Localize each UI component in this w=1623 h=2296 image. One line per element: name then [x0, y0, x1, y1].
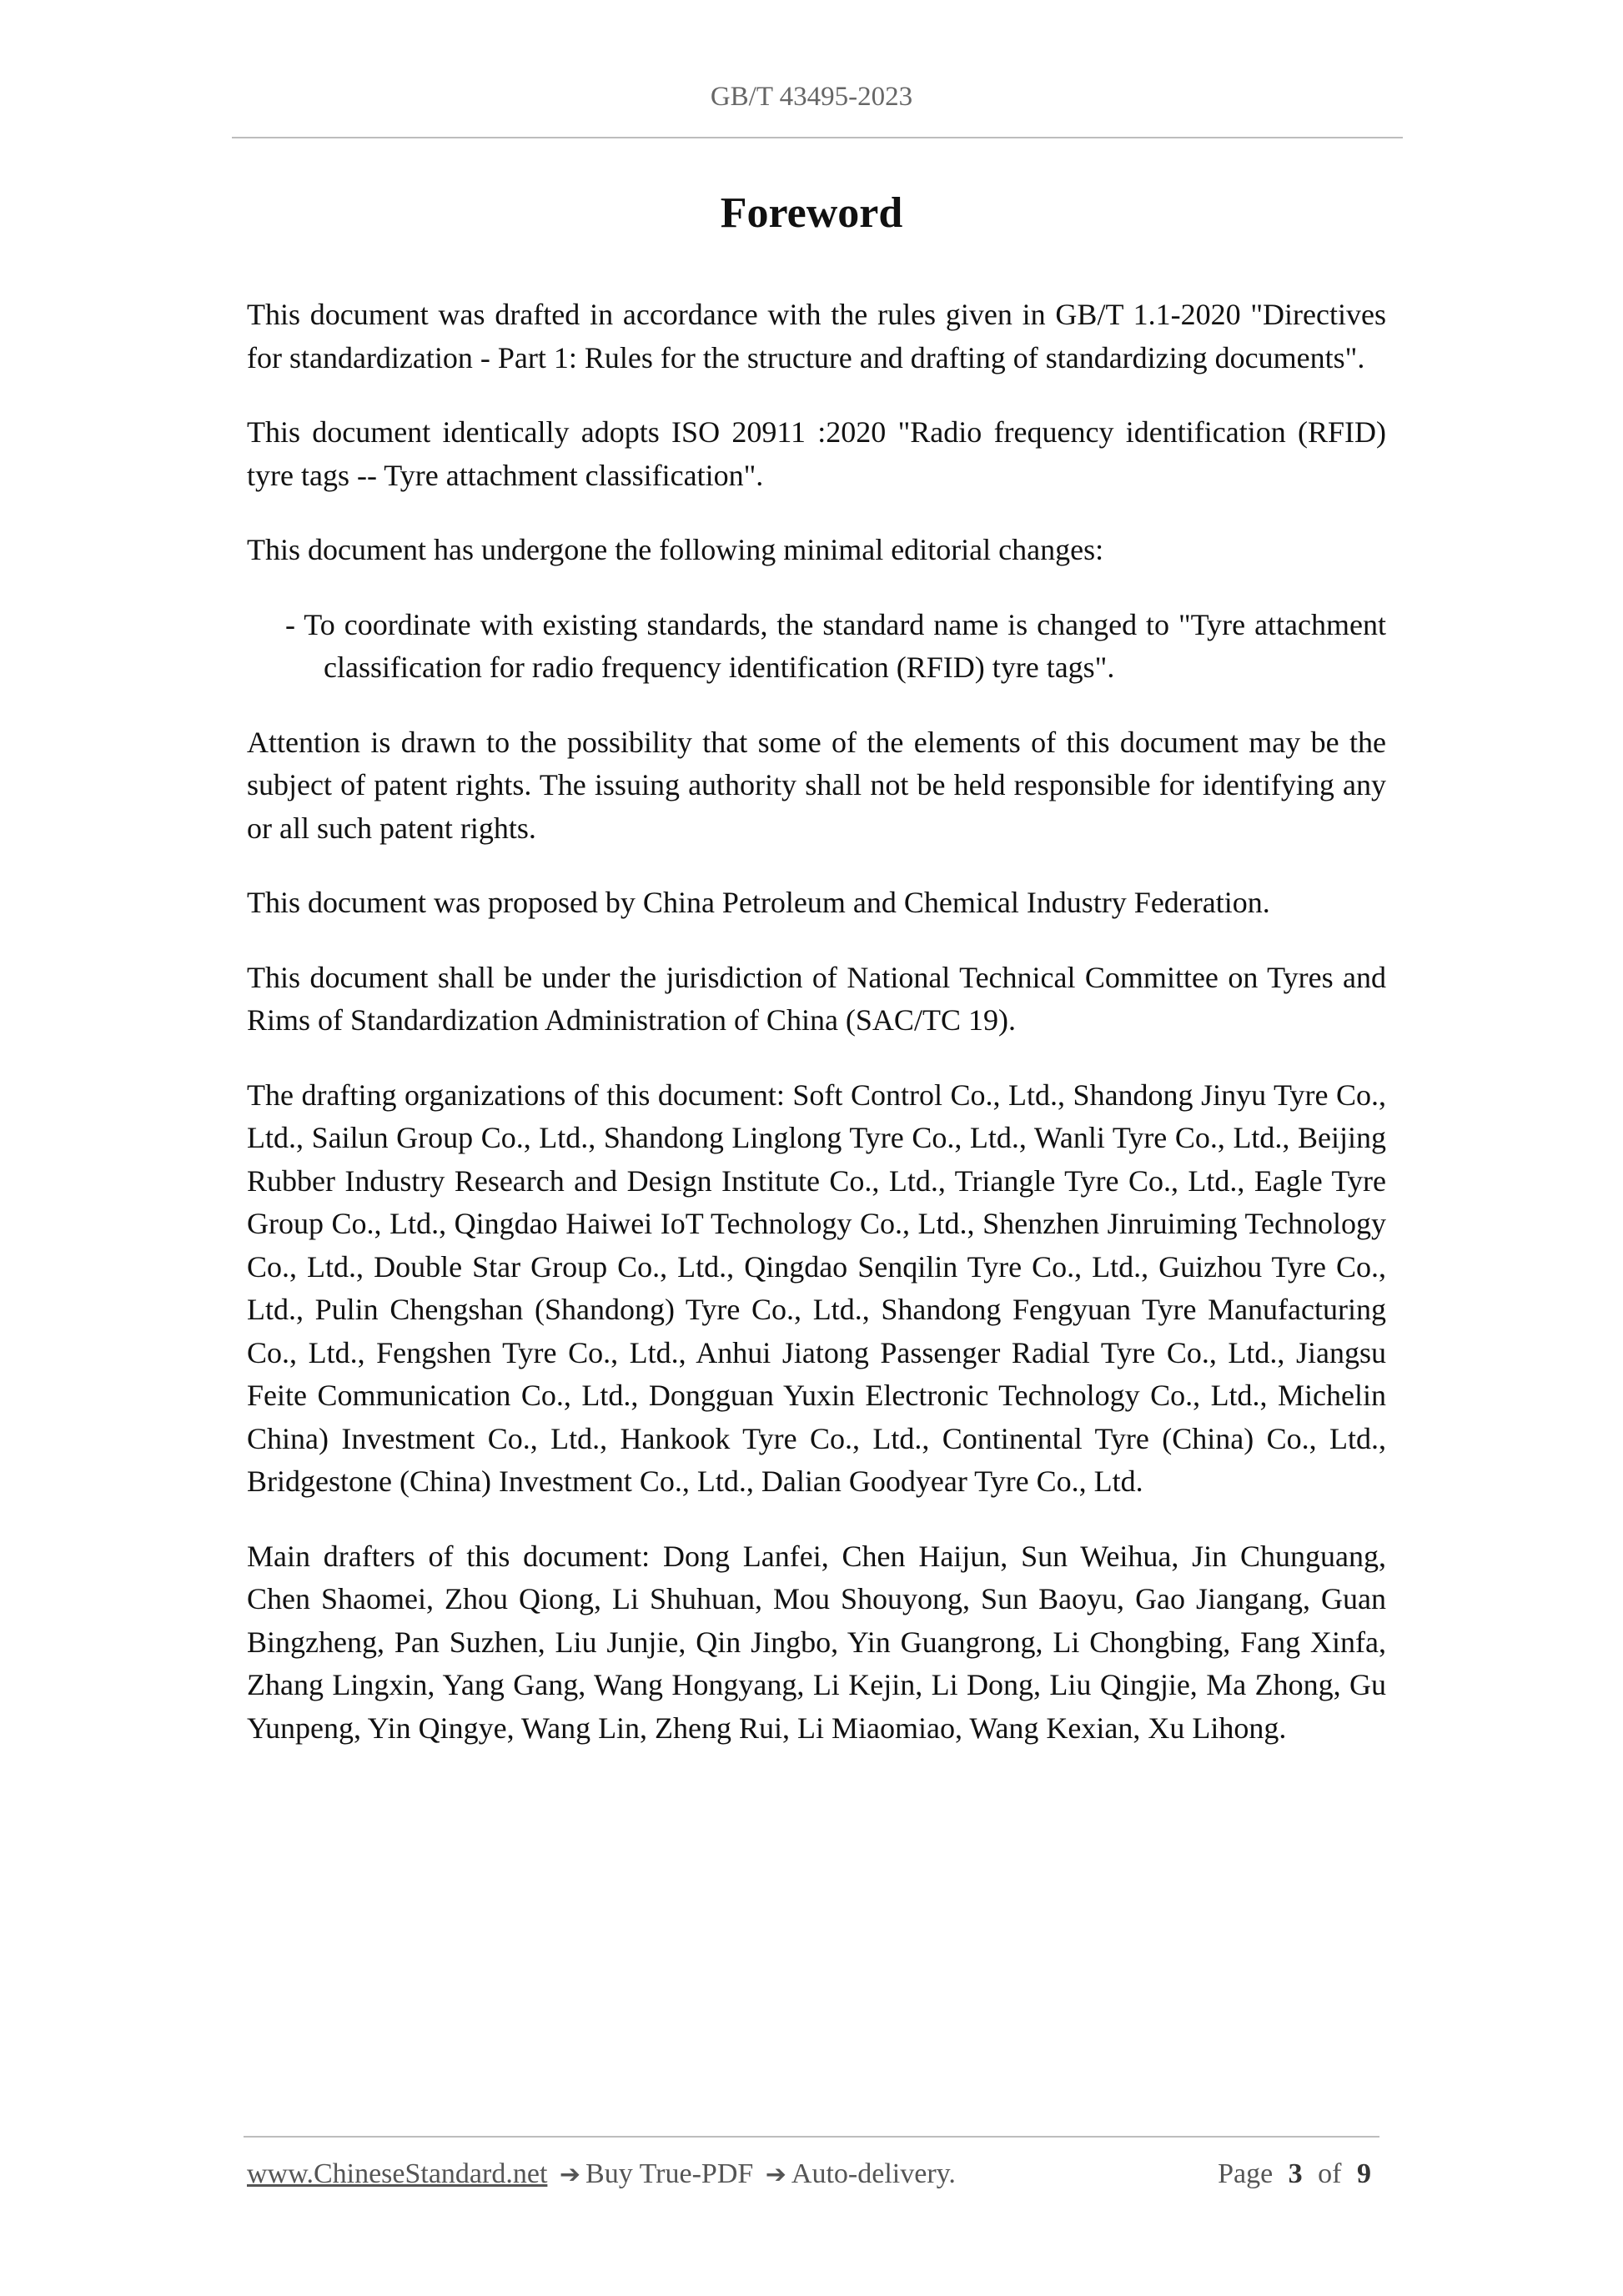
paragraph-adoption: This document identically adopts ISO 20911 :2020 "Radio frequency identification (RFID) tyre tags -- Tyre attachment classification". — [247, 415, 1386, 492]
paragraph-drafting-rules: This document was drafted in accordance with the rules given in GB/T 1.1-2020 "Directives for standardization - Part 1: Rules for the structure and drafting of standardizing documents". — [247, 298, 1386, 374]
document-body — [247, 294, 1386, 1781]
footer-divider — [244, 2136, 1379, 2138]
arrow-right-icon: ➔ — [765, 2160, 786, 2189]
paragraph-proposer: This document was proposed by China Petroleum and Chemical Industry Federation. — [247, 886, 1270, 919]
page-indicator — [1218, 2158, 1379, 2190]
header-divider — [232, 137, 1403, 138]
page-current: 3 — [1288, 2158, 1303, 2189]
page-total: 9 — [1357, 2158, 1371, 2189]
arrow-right-icon: ➔ — [559, 2160, 581, 2189]
footer-promo — [247, 2158, 956, 2190]
page-footer — [247, 2158, 1379, 2190]
auto-delivery-text: Auto-delivery. — [791, 2158, 956, 2189]
paragraph-editorial-changes: This document has undergone the following minimal editorial changes: — [247, 533, 1104, 566]
chinesestandard-link[interactable]: www.ChineseStandard.net — [247, 2158, 548, 2189]
editorial-change-list-item — [247, 604, 1386, 690]
buy-true-pdf-text: Buy True-PDF — [585, 2158, 754, 2189]
page-label: Page — [1218, 2158, 1274, 2189]
page-of-label: of — [1318, 2158, 1342, 2189]
page-title: Foreword — [720, 189, 903, 237]
paragraph-drafting-organizations: The drafting organizations of this document: Soft Control Co., Ltd., Shandong Jinyu Tyre Co., Ltd., Sailun Group Co., Ltd., Shandong Linglong Tyre Co., Ltd., Wanli Tyre Co., Ltd., Beijing Rubber Industry Research and Design Institute Co., Ltd., Triangle Tyre Co., Ltd., Eagle Tyre Group Co., Ltd., Qingdao Haiwei IoT Technology Co., Ltd., Shenzhen Jinruiming Technology Co., Ltd., Double Star Group Co., Ltd., Qingdao Senqilin Tyre Co., Ltd., Guizhou Tyre Co., Ltd., Pulin Chengshan (Shandong) Tyre Co., Ltd., Shandong Fengyuan Tyre Manufacturing Co., Ltd., Fengshen Tyre Co., Ltd., Anhui Jiatong Passenger Radial Tyre Co., Ltd., Jiangsu Feite Communication Co., Ltd., Dongguan Yuxin Electronic Technology Co., Ltd., Michelin China) Investment Co., Ltd., Hankook Tyre Co., Ltd., Continental Tyre (China) Co., Ltd., Bridgestone (China) Investment Co., Ltd., Dalian Goodyear Tyre Co., Ltd. — [247, 1078, 1386, 1498]
paragraph-patent-notice: Attention is drawn to the possibility that some of the elements of this document may be the subject of patent rights. The issuing authority shall not be held responsible for identifying any or all such patent rights. — [247, 725, 1386, 845]
editorial-change-text: - To coordinate with existing standards, the standard name is changed to "Tyre attachment classification for radio frequency identification (RFID) tyre tags". — [285, 607, 1386, 684]
paragraph-main-drafters: Main drafters of this document: Dong Lanfei, Chen Haijun, Sun Weihua, Jin Chunguang, Chen Shaomei, Zhou Qiong, Li Shuhuan, Mou Shouyong, Sun Baoyu, Gao Jiangang, Guan Bingzheng, Pan Suzhen, Liu Junjie, Qin Jingbo, Yin Guangrong, Li Chongbing, Fang Xinfa, Zhang Lingxin, Yang Gang, Wang Hongyang, Li Kejin, Li Dong, Liu Qingjie, Ma Zhong, Gu Yunpeng, Yin Qingye, Wang Lin, Zheng Rui, Li Miaomiao, Wang Kexian, Xu Lihong. — [247, 1539, 1386, 1745]
running-header: GB/T 43495-2023 — [710, 82, 913, 112]
paragraph-jurisdiction: This document shall be under the jurisdiction of National Technical Committee on Tyres and Rims of Standardization Administration of China (SAC/TC 19). — [247, 960, 1386, 1037]
